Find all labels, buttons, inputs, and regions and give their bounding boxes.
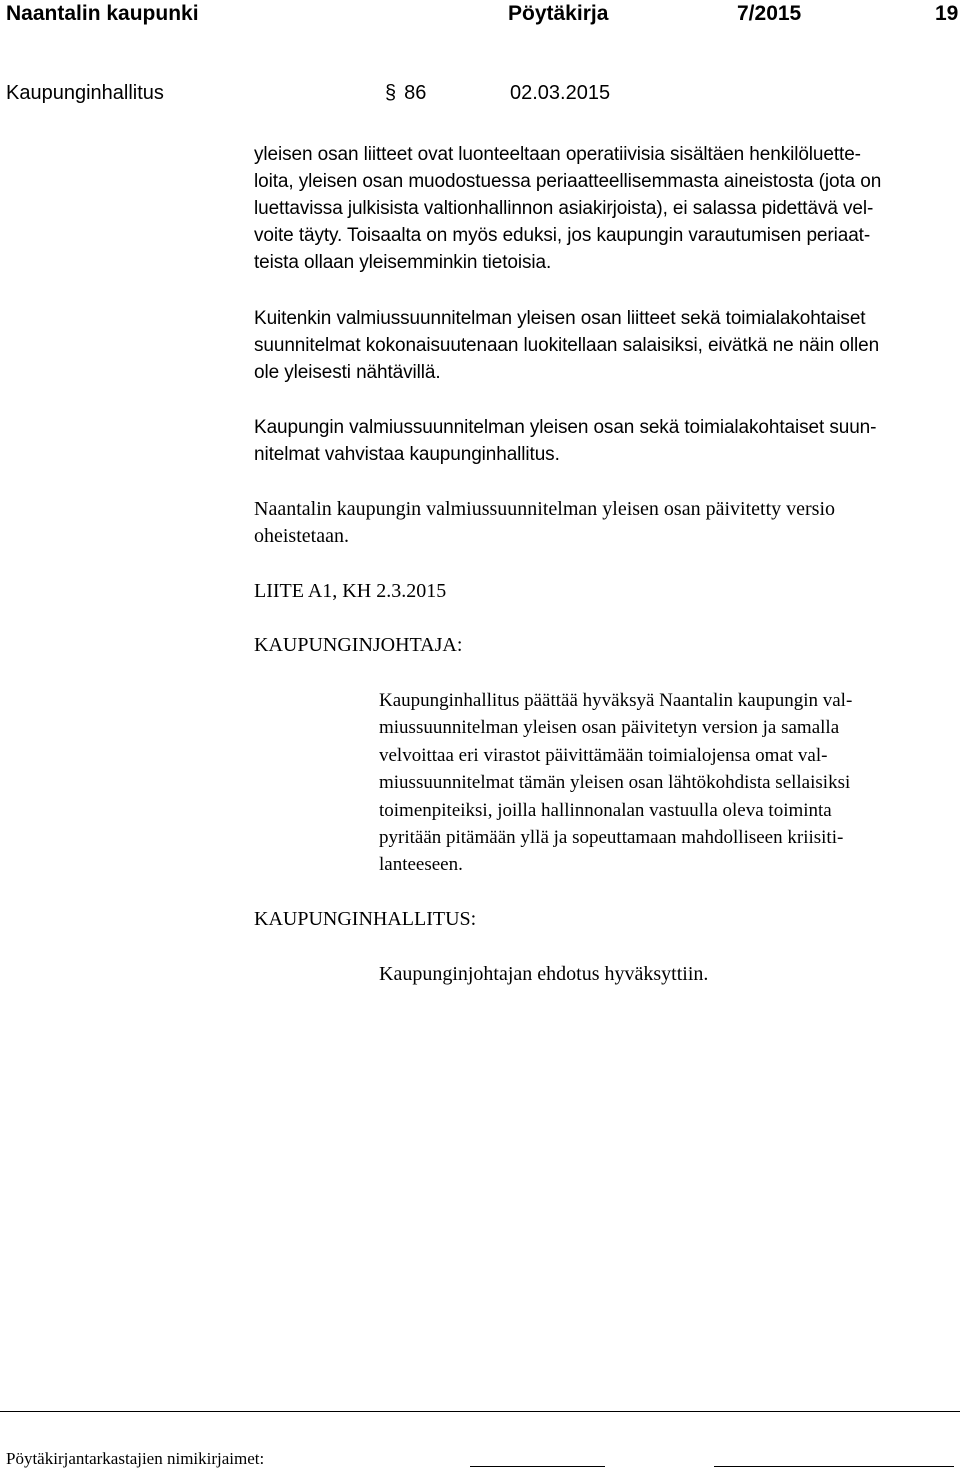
text-line: luettavissa julkisista valtionhallinnon asiakirjoista), ei salassa pidettävä vel- <box>254 198 874 219</box>
text-line: Kaupungin valmiussuunnitelman yleisen osan sekä toimialakohtaiset suun- <box>254 417 877 438</box>
text-line: Naantalin kaupungin valmiussuunnitelman yleisen osan päivitetty versio <box>254 498 835 520</box>
document-type: Pöytäkirja <box>508 2 609 25</box>
text-line: voite täyty. Toisaalta on myös eduksi, jos kaupungin varautumisen periaat- <box>254 225 871 246</box>
text-line: miussuunnitelman yleisen osan päivitetyn version ja samalla <box>379 717 840 739</box>
text-line: oheistetaan. <box>254 525 349 547</box>
organization-name: Naantalin kaupunki <box>6 2 199 25</box>
paragraph-liitteet <box>254 141 954 276</box>
text-line: velvoittaa eri virastot päivittämään toimialojensa omat val- <box>379 744 828 766</box>
protocol-number: 7/2015 <box>737 2 802 25</box>
text-line: toimenpiteiksi, joilla hallinnonalan vastuulla oleva toiminta <box>379 799 832 821</box>
page-number: 19 <box>935 2 959 25</box>
text-line: pyritään pitämään yllä ja sopeuttamaan mahdolliseen kriisiti- <box>379 827 844 849</box>
text-line: ole yleisesti nähtävillä. <box>254 362 441 383</box>
text-line: yleisen osan liitteet ovat luonteeltaan operatiivisia sisältäen henkilöluette- <box>254 144 861 165</box>
text-line: Kaupunginhallitus päättää hyväksyä Naantalin kaupungin val- <box>379 690 853 711</box>
paragraph-vahvistus <box>254 414 954 468</box>
text-line: miussuunnitelmat tämän yleisen osan lähtökohdista sellaisiksi <box>379 772 851 794</box>
paragraph-oheistus <box>254 496 954 550</box>
footer-divider <box>0 1411 960 1412</box>
attachment-reference: LIITE A1, KH 2.3.2015 <box>254 580 447 602</box>
text-line: Kuitenkin valmiussuunnitelman yleisen osan liitteet sekä toimialakohtaiset <box>254 308 866 329</box>
board-label: KAUPUNGINHALLITUS: <box>254 908 477 930</box>
signatures-label: Pöytäkirjantarkastajien nimikirjaimet: <box>6 1449 265 1468</box>
board-decision: Kaupunginjohtajan ehdotus hyväksyttiin. <box>379 963 709 985</box>
mayor-label: KAUPUNGINJOHTAJA: <box>254 634 463 656</box>
mayor-proposal <box>379 687 957 879</box>
text-line: teista ollaan yleisemminkin tietoisia. <box>254 252 552 273</box>
text-line: suunnitelmat kokonaisuutenaan luokitellaan salaisiksi, eivätkä ne näin ollen <box>254 335 880 356</box>
section-number: 86 <box>404 82 427 104</box>
signature-line <box>470 1466 605 1467</box>
text-line: nitelmat vahvistaa kaupunginhallitus. <box>254 444 560 465</box>
text-line: lanteeseen. <box>379 854 463 876</box>
meeting-date: 02.03.2015 <box>510 82 611 104</box>
section-sign-icon: § <box>385 82 397 104</box>
text-line: loita, yleisen osan muodostuessa periaatteellisemmasta aineistosta (jota on <box>254 171 882 192</box>
section-reference <box>385 82 426 105</box>
signature-line <box>714 1466 954 1467</box>
governing-body: Kaupunginhallitus <box>6 82 164 104</box>
paragraph-salaisuus <box>254 305 954 386</box>
